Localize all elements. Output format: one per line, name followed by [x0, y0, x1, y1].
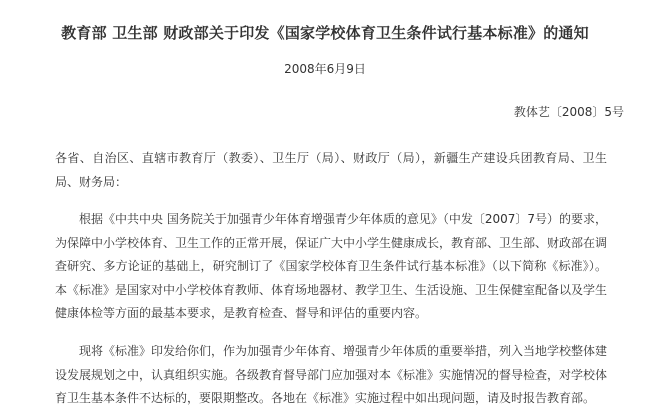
document-title: 教育部 卫生部 财政部关于印发《国家学校体育卫生条件试行基本标准》的通知 [61, 24, 589, 42]
document-date: 2008年6月9日 [284, 62, 366, 76]
salutation-paragraph: 各省、自治区、直辖市教育厅（教委）、卫生厅（局）、财政厅（局），新疆生产建设兵团教育局、卫生局、财务局： [55, 151, 607, 189]
document-number: 教体艺〔2008〕5号 [513, 105, 624, 119]
body-paragraph-1: 根据《中共中央 国务院关于加强青少年体育增强青少年体质的意见》（中发〔2007〕7号）的要求，为保障中小学校体育、卫生工作的正常开展，保证广大中小学生健康成长，教育部、卫生部、财政部在调查研究、多方论证的基础上，研究制订了《国家学校体育卫生条件试行基本标准》（以下简称《标准》）。本《标准》是国家对中小学校体育教师、体育场地器材、教学卫生、生活设施、卫生保健室配备以及学生健康体检等方面的最基本要求，是教育检查、督导和评估的重要内容。 [55, 212, 608, 320]
body-paragraph-2: 现将《标准》印发给你们，作为加强青少年体育、增强青少年体质的重要举措，列入当地学校整体建设发展规划之中，认真组织实施。各级教育督导部门应加强对本《标准》实施情况的督导检查，对学校体育卫生基本条件不达标的，要限期整改。各地在《标准》实施过程中如出现问题，请及时报告教育部。 [55, 344, 608, 405]
